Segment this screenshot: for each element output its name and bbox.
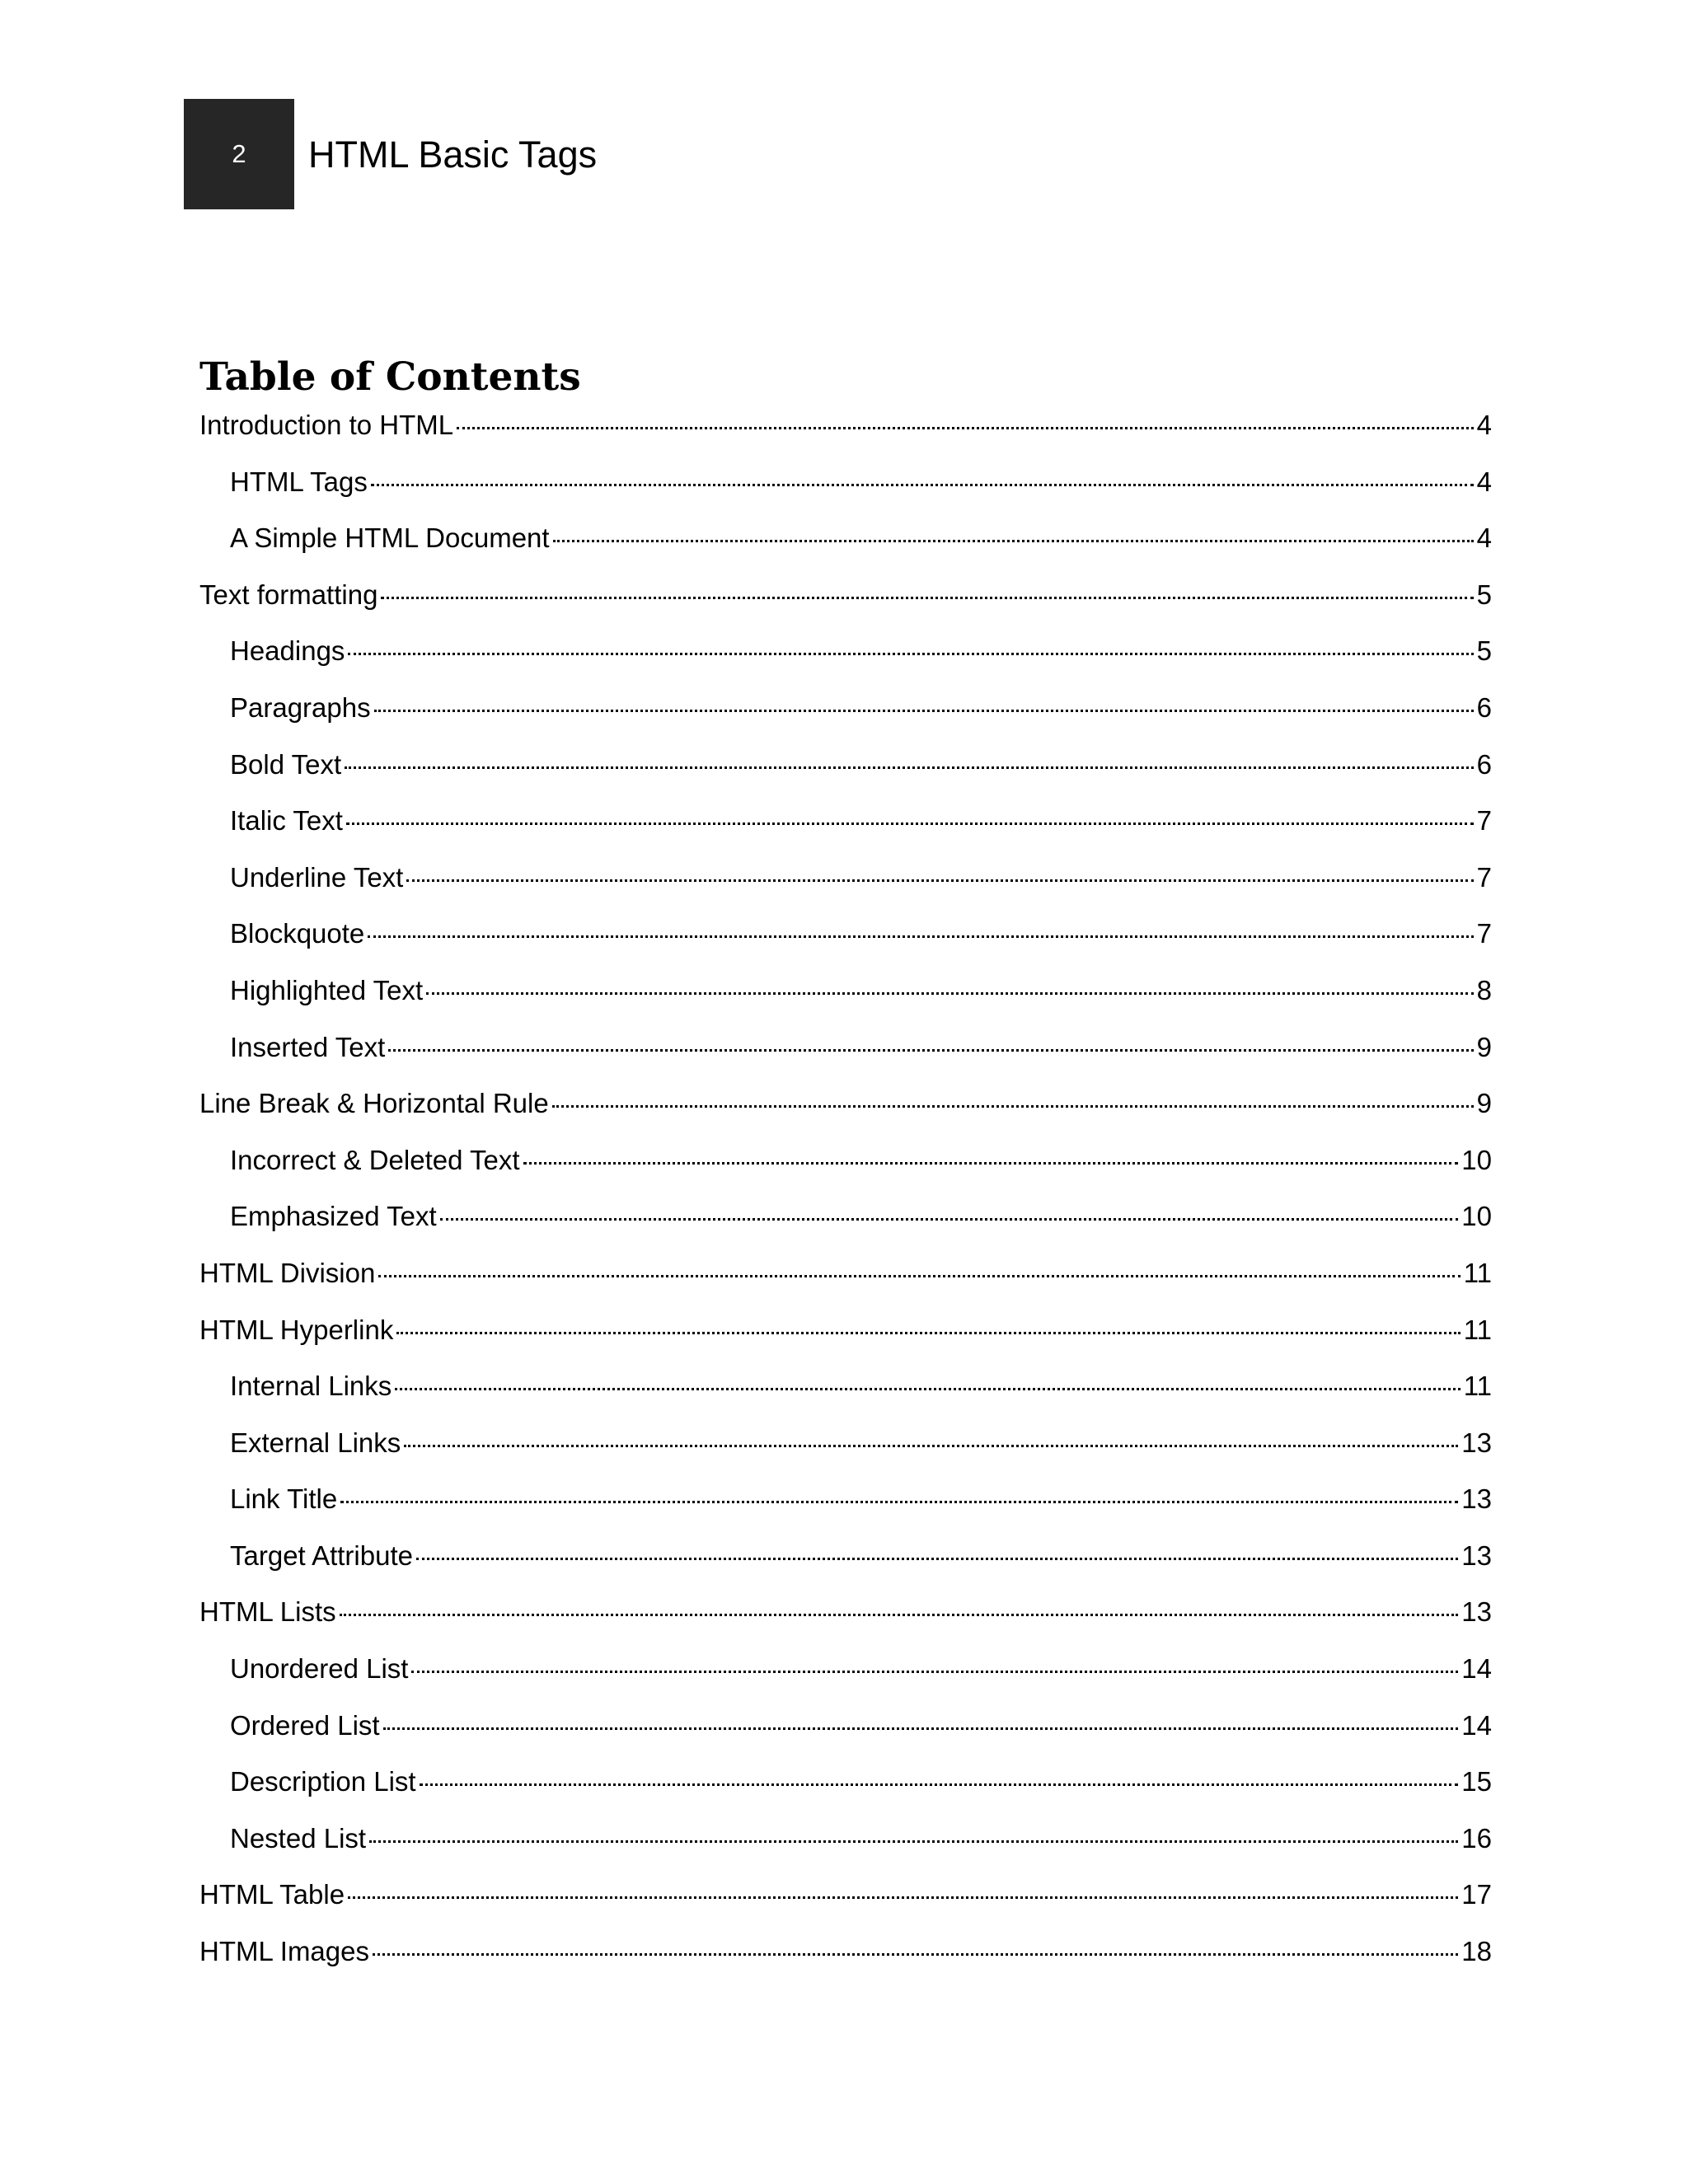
toc-entry-title: HTML Table [199, 1879, 345, 1910]
toc-dot-leader [348, 1896, 1458, 1899]
toc-entry-page: 13 [1461, 1540, 1492, 1571]
toc-entry[interactable] [199, 1250, 1492, 1307]
toc-entry-title: Blockquote [230, 918, 365, 949]
toc-entry[interactable] [199, 1589, 1492, 1646]
toc-entry-page: 16 [1461, 1822, 1492, 1854]
toc-entry-title: Italic Text [230, 805, 343, 837]
toc-dot-leader [426, 992, 1473, 995]
toc-entry-page: 14 [1461, 1709, 1492, 1741]
toc-entry[interactable] [199, 1929, 1492, 1985]
toc-entry[interactable] [199, 1363, 1492, 1420]
toc-dot-leader [345, 766, 1473, 769]
toc-dot-leader [378, 1275, 1460, 1277]
toc-dot-leader [340, 1501, 1458, 1503]
toc-entry[interactable] [199, 1080, 1492, 1137]
toc-entry-title: Target Attribute [230, 1540, 413, 1571]
toc-entry[interactable] [199, 402, 1492, 459]
toc-entry[interactable] [199, 1420, 1492, 1477]
running-header-title: HTML Basic Tags [308, 134, 598, 176]
toc-entry-title: HTML Hyperlink [199, 1314, 394, 1345]
toc-entry[interactable] [199, 1646, 1492, 1703]
toc-entry-title: Text formatting [199, 579, 378, 610]
toc-dot-leader [348, 653, 1473, 655]
toc-entry[interactable] [199, 855, 1492, 912]
toc-entry-title: HTML Lists [199, 1596, 336, 1628]
toc-entry-page: 13 [1461, 1483, 1492, 1515]
toc-entry-page: 7 [1476, 805, 1492, 837]
toc-entry[interactable] [199, 1307, 1492, 1364]
toc-dot-leader [368, 935, 1473, 938]
toc-dot-leader [396, 1332, 1460, 1334]
table-of-contents [199, 402, 1492, 1985]
toc-entry[interactable] [199, 459, 1492, 516]
toc-entry-title: Nested List [230, 1822, 367, 1854]
toc-entry-page: 11 [1463, 1257, 1492, 1288]
toc-entry[interactable] [199, 1816, 1492, 1872]
toc-dot-leader [416, 1558, 1458, 1560]
toc-entry-page: 14 [1461, 1653, 1492, 1685]
toc-entry[interactable] [199, 685, 1492, 742]
toc-dot-leader [340, 1614, 1459, 1616]
toc-dot-leader [395, 1388, 1460, 1390]
toc-entry-title: HTML Tags [230, 466, 368, 497]
toc-entry-page: 11 [1463, 1371, 1492, 1402]
toc-entry[interactable] [199, 742, 1492, 799]
toc-entry-page: 4 [1476, 466, 1492, 497]
toc-entry[interactable] [199, 1476, 1492, 1533]
toc-entry-title: Description List [230, 1766, 416, 1797]
toc-entry-page: 7 [1476, 918, 1492, 949]
toc-dot-leader [553, 540, 1474, 542]
toc-dot-leader [404, 1445, 1458, 1447]
toc-entry-title: Line Break & Horizontal Rule [199, 1088, 549, 1119]
toc-entry[interactable] [199, 628, 1492, 685]
toc-dot-leader [371, 484, 1474, 486]
toc-entry[interactable] [199, 1024, 1492, 1081]
toc-entry-page: 10 [1461, 1201, 1492, 1232]
toc-dot-leader [374, 710, 1474, 712]
toc-entry-title: Unordered List [230, 1653, 409, 1685]
toc-entry-title: HTML Division [199, 1257, 376, 1288]
toc-entry-title: Emphasized Text [230, 1201, 437, 1232]
toc-entry-page: 6 [1476, 748, 1492, 780]
toc-entry-page: 4 [1476, 410, 1492, 440]
toc-dot-leader [373, 1953, 1458, 1956]
toc-entry-page: 7 [1476, 861, 1492, 893]
toc-entry[interactable] [199, 798, 1492, 855]
toc-entry[interactable] [199, 1703, 1492, 1760]
toc-dot-leader [411, 1671, 1458, 1673]
toc-entry-page: 4 [1476, 523, 1492, 554]
toc-entry-title: Internal Links [230, 1371, 392, 1402]
toc-entry-title: HTML Images [199, 1936, 369, 1967]
toc-entry-page: 17 [1461, 1879, 1492, 1910]
toc-dot-leader [383, 1727, 1459, 1730]
toc-entry-title: Inserted Text [230, 1031, 386, 1062]
toc-entry-title: External Links [230, 1427, 401, 1458]
toc-entry[interactable] [199, 968, 1492, 1024]
toc-entry-title: A Simple HTML Document [230, 523, 550, 554]
toc-entry-page: 13 [1461, 1596, 1492, 1628]
toc-entry-page: 8 [1476, 974, 1492, 1005]
toc-entry-page: 10 [1461, 1144, 1492, 1175]
toc-dot-leader [440, 1218, 1459, 1221]
toc-entry[interactable] [199, 1759, 1492, 1816]
toc-entry-page: 6 [1476, 691, 1492, 723]
toc-entry-title: Introduction to HTML [199, 410, 454, 440]
toc-entry-title: Underline Text [230, 861, 404, 893]
page-number: 2 [232, 139, 246, 168]
toc-entry[interactable] [199, 515, 1492, 572]
toc-heading: Table of Contents [199, 354, 581, 400]
toc-dot-leader [552, 1105, 1474, 1108]
toc-entry-title: Headings [230, 635, 345, 667]
toc-entry[interactable] [199, 1533, 1492, 1590]
toc-entry[interactable] [199, 1137, 1492, 1194]
toc-entry-page: 5 [1476, 635, 1492, 667]
toc-entry[interactable] [199, 1193, 1492, 1250]
toc-dot-leader [457, 427, 1474, 429]
toc-entry-page: 18 [1461, 1936, 1492, 1967]
toc-entry-title: Bold Text [230, 748, 342, 780]
toc-dot-leader [388, 1049, 1473, 1052]
toc-entry[interactable] [199, 1872, 1492, 1929]
toc-dot-leader [523, 1162, 1459, 1165]
toc-entry-page: 15 [1461, 1766, 1492, 1797]
toc-entry-title: Ordered List [230, 1709, 380, 1741]
toc-dot-leader [369, 1840, 1458, 1843]
toc-entry-page: 11 [1463, 1314, 1492, 1345]
toc-dot-leader [406, 879, 1473, 882]
toc-dot-leader [381, 597, 1473, 599]
toc-entry[interactable] [199, 572, 1492, 629]
toc-entry[interactable] [199, 911, 1492, 968]
toc-entry-page: 9 [1476, 1088, 1492, 1119]
toc-entry-page: 13 [1461, 1427, 1492, 1458]
toc-dot-leader [420, 1783, 1459, 1786]
toc-entry-title: Highlighted Text [230, 974, 424, 1005]
toc-entry-title: Incorrect & Deleted Text [230, 1144, 520, 1175]
toc-entry-title: Link Title [230, 1483, 338, 1515]
page-number-badge [184, 99, 294, 209]
toc-entry-page: 9 [1476, 1031, 1492, 1062]
toc-dot-leader [346, 823, 1474, 825]
toc-entry-title: Paragraphs [230, 691, 371, 723]
toc-entry-page: 5 [1476, 579, 1492, 610]
